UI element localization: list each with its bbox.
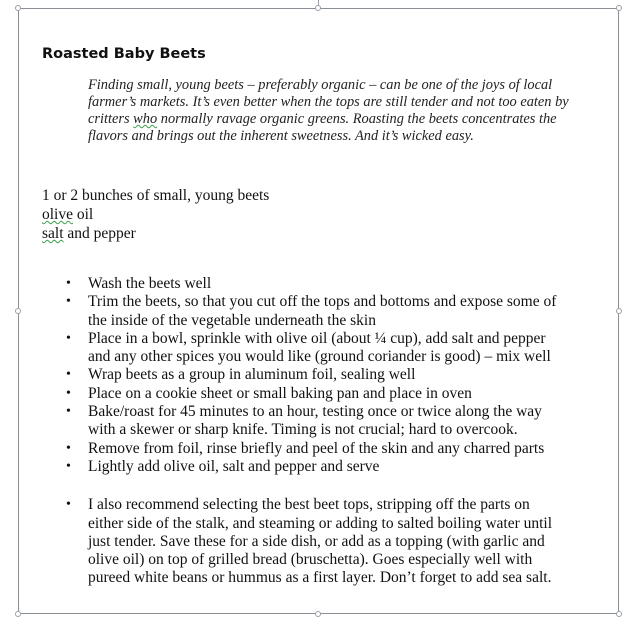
resize-handle-bottom-left[interactable] [15,611,21,617]
list-item: • I also recommend selecting the best beet tops, stripping off the parts on either side of the stalk, and steaming or adding to salted boiling water until just tender. Save these for a side dish, or add as a topping (with garlic and olive oil) on top of grilled bread (bruschetta). Goes especially well with pureed white beans or hummus as a first layer. Don’t forget to add sea salt. [66,496,553,587]
list-item: • Trim the beets, so that you cut off the tops and bottoms and expose some of the inside of the vegetable underneath the skin [66,293,557,329]
list-item: • Remove from foil, rinse briefly and peel of the skin and any charred parts [66,439,545,457]
resize-handle-top-left[interactable] [15,5,21,11]
bullet-icon: • [66,404,71,420]
bullet-icon: • [66,294,71,310]
list-item: • Place in a bowl, sprinkle with olive oil (about ¼ cup), add salt and pepper and any other spices you would like (ground coriander is good) – mix well [66,329,551,366]
bullet-icon: • [66,440,71,456]
intro-line: Finding small, young beets – preferably organic – can be one of the joys of local [88,77,553,93]
list-item: • Lightly add olive oil, salt and pepper and serve [66,457,380,475]
list-item: • Place on a cookie sheet or small baking pan and place in oven [66,384,472,402]
ingredient-item: olive oil [42,206,94,223]
bullet-icon: • [66,276,71,291]
intro-line: farmer’s markets. It’s even better when the tops are still tender and not too eaten by [88,94,569,110]
resize-handle-top-right[interactable] [616,5,622,11]
intro-line: flavors and brings out the inherent sweetness. And it’s wicked easy. [88,128,474,144]
bullet-icon: • [66,385,71,401]
grammar-flag[interactable]: olive [42,206,73,223]
resize-handle-top-center[interactable] [315,5,321,11]
resize-handle-bottom-center[interactable] [315,611,321,617]
bullet-icon: • [66,458,71,474]
list-item: • Wrap beets as a group in aluminum foil, sealing well [66,366,416,384]
ingredient-item: salt and pepper [42,225,136,242]
grammar-flag[interactable]: salt [42,225,64,242]
bullet-icon: • [66,497,71,513]
recipe-intro [88,77,603,145]
resize-handle-bottom-right[interactable] [616,611,622,617]
list-item: • Bake/roast for 45 minutes to an hour, testing once or twice along the way with a skewer or sharp knife. Timing is not crucial; hard to overcook. [66,403,542,439]
grammar-flag[interactable]: who [133,111,158,127]
bullet-icon: • [66,330,71,346]
resize-handle-middle-right[interactable] [616,308,622,314]
ingredient-item: 1 or 2 bunches of small, young beets [42,187,270,204]
resize-handle-middle-left[interactable] [15,308,21,314]
intro-line: critters who normally ravage organic greens. Roasting the beets concentrates the [88,111,557,127]
list-item: • Wash the beets well [66,275,212,292]
instruction-list [66,275,601,588]
recipe-title: Roasted Baby Beets [42,46,206,62]
ingredient-list [42,186,269,243]
bullet-icon: • [66,367,71,383]
